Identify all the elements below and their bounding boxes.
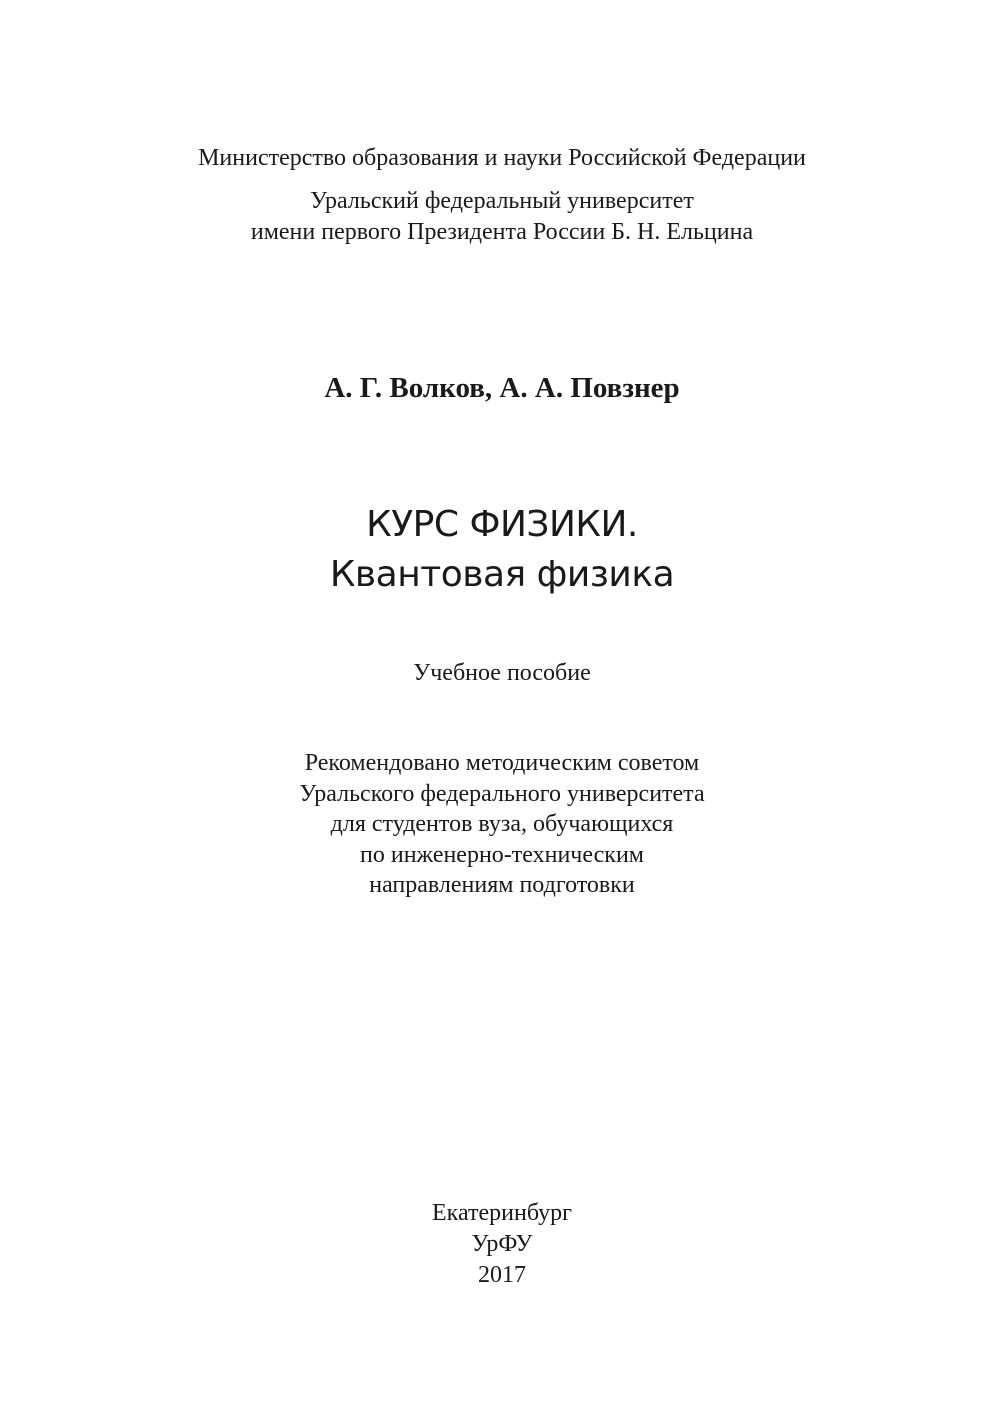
recommendation-line-1: Рекомендовано методическим советом <box>304 750 700 776</box>
book-title-line-2: Квантовая физика <box>329 554 675 595</box>
recommendation-line-3: для студентов вуза, обучающихся <box>330 811 674 837</box>
university-heading <box>0 186 1004 248</box>
imprint-city: Екатеринбург <box>432 1200 572 1226</box>
university-name-line-1: Уральский федеральный университет <box>310 188 694 214</box>
ministry-heading <box>0 143 1004 173</box>
recommendation-line-2: Уральского федерального университета <box>299 780 705 807</box>
imprint-year: 2017 <box>478 1262 526 1288</box>
recommendation-line-4: по инженерно-техническим <box>360 841 644 868</box>
recommendation-note <box>0 748 1004 901</box>
imprint <box>0 1198 1004 1291</box>
book-title <box>0 500 1004 600</box>
imprint-publisher: УрФУ <box>471 1231 533 1257</box>
book-title-line-1: КУРС ФИЗИКИ. <box>366 504 638 545</box>
book-type-label: Учебное пособие <box>413 660 591 686</box>
recommendation-line-5: направлениям подготовки <box>369 872 635 898</box>
university-name-line-2: имени первого Президента России Б. Н. Ельцина <box>250 219 754 245</box>
book-type <box>0 658 1004 688</box>
ministry-name: Министерство образования и науки Российской Федерации <box>198 145 806 171</box>
author-names: А. Г. Волков, А. А. Повзнер <box>324 372 680 404</box>
authors <box>0 370 1004 406</box>
